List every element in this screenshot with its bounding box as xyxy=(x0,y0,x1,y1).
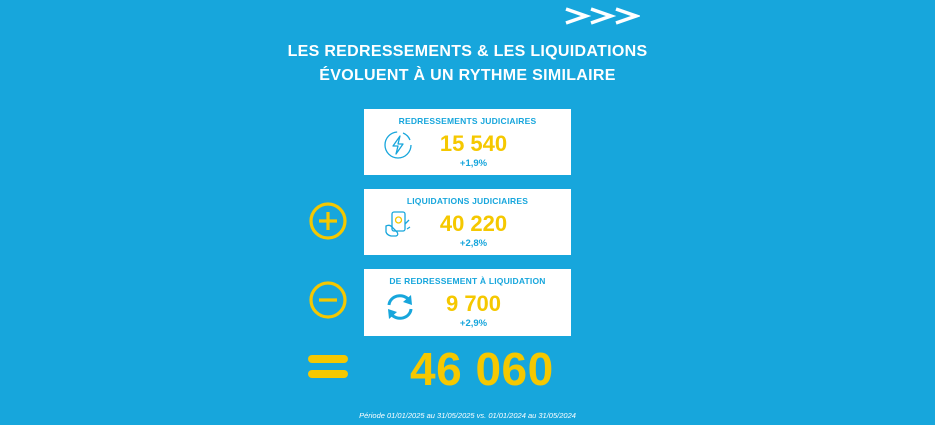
card-liquidations xyxy=(364,189,571,255)
chevrons-decoration xyxy=(564,4,640,28)
card-value: 9 700 xyxy=(445,291,502,316)
plus-circle-icon xyxy=(308,201,348,241)
card-value: 40 220 xyxy=(439,211,508,236)
card-label: LIQUIDATIONS JUDICIAIRES xyxy=(406,196,529,206)
card-redressement-a-liquidation xyxy=(364,269,571,336)
card-value: 15 540 xyxy=(439,131,508,156)
title-line-2: ÉVOLUENT À UN RYTHME SIMILAIRE xyxy=(319,67,616,84)
card-label: DE REDRESSEMENT À LIQUIDATION xyxy=(389,276,546,286)
equals-icon xyxy=(307,353,349,381)
card-change: +2,8% xyxy=(459,238,488,249)
card-redressements xyxy=(364,109,571,175)
title-line-1: LES REDRESSEMENTS & LES LIQUIDATIONS xyxy=(287,43,648,60)
page-title xyxy=(0,40,935,88)
card-change: +1,9% xyxy=(459,158,488,169)
card-change: +2,9% xyxy=(459,318,488,329)
period-footnote: Période 01/01/2025 au 31/05/2025 vs. 01/01/2024 au 31/05/2024 xyxy=(359,411,576,420)
card-label: REDRESSEMENTS JUDICIAIRES xyxy=(398,116,537,126)
minus-circle-icon xyxy=(308,280,348,320)
total-value: 46 060 xyxy=(410,343,554,395)
